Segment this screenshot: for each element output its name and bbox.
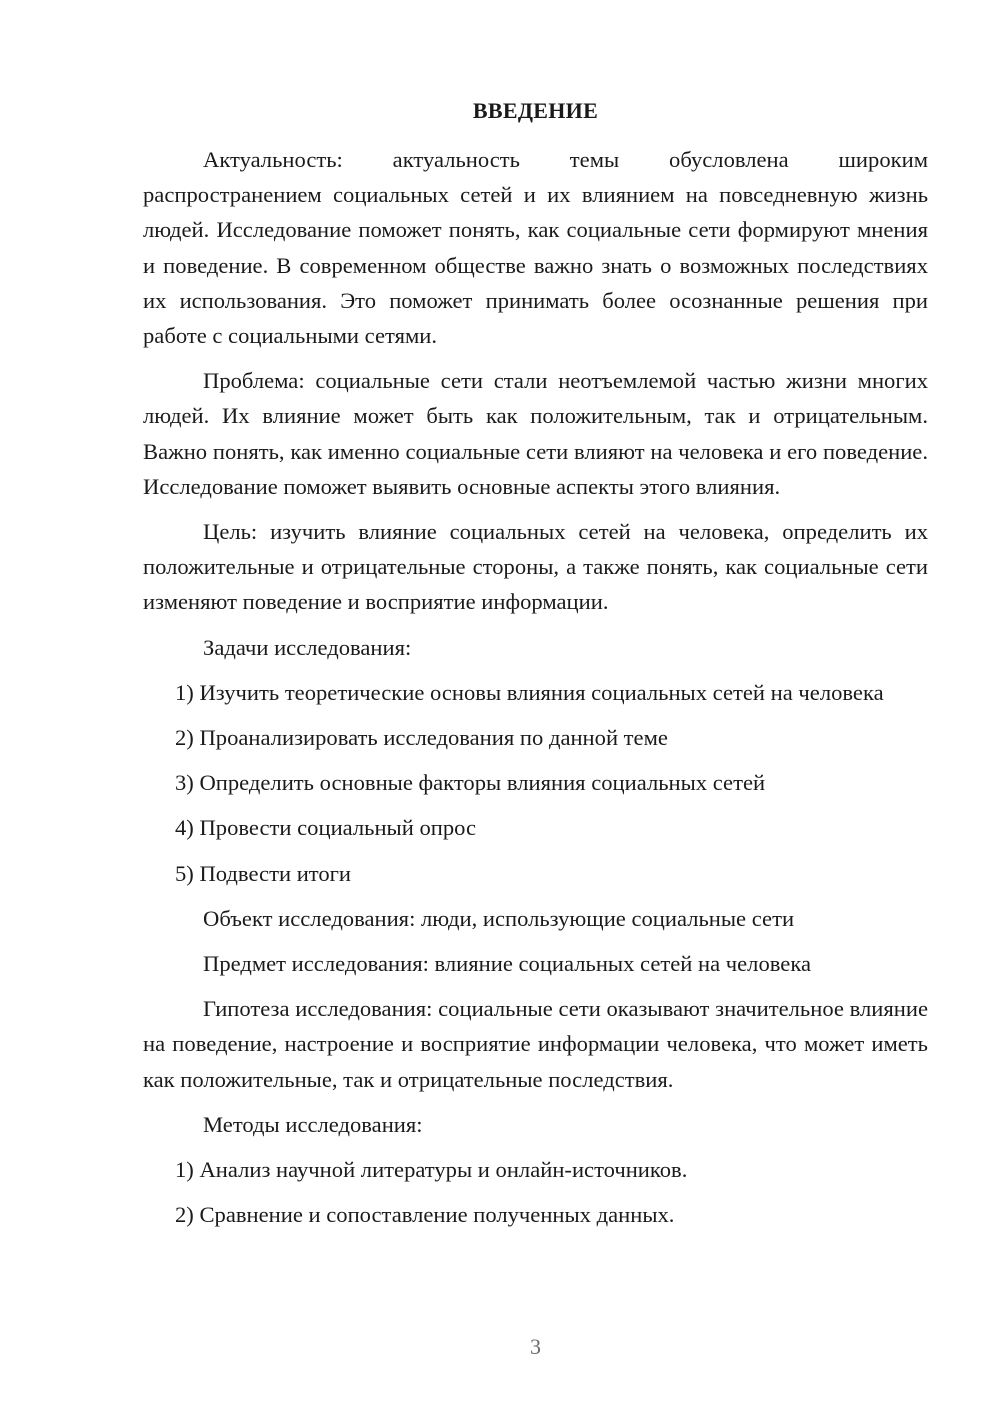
problem-paragraph: Проблема: социальные сети стали неотъемлемой частью жизни многих людей. Их влияние может быть как положительным, так и отрицательным. Важно понять, как именно социальные сети влияют на человека и его поведение. Исследование поможет выявить основные аспекты этого влияния. [143, 368, 928, 499]
methods-heading: Методы исследования: [203, 1111, 423, 1137]
hypothesis-paragraph: Гипотеза исследования: социальные сети оказывают значительное влияние на поведение, настроение и восприятие информации человека, что может иметь как положительные, так и отрицательные последствия. [143, 996, 928, 1092]
task-item-1: 1) Изучить теоретические основы влияния социальных сетей на человека [175, 679, 884, 705]
page-title: ВВЕДЕНИЕ [472, 98, 599, 123]
page-number: 3 [530, 1334, 541, 1359]
relevance-paragraph: Актуальность: актуальность темы обусловлена широким распространением социальных сетей и их влиянием на повседневную жизнь людей. Исследование поможет понять, как социальные сети формируют мнения и поведение. В современном обществе важно знать о возможных последствиях их использования. Это поможет принимать более осознанные решения при работе с социальными сетями. [143, 147, 928, 349]
task-item-4: 4) Провести социальный опрос [175, 815, 477, 841]
task-item-2: 2) Проанализировать исследования по данной теме [175, 725, 668, 751]
method-item-2: 2) Сравнение и сопоставление полученных данных. [175, 1202, 675, 1228]
goal-paragraph: Цель: изучить влияние социальных сетей на человека, определить их положительные и отрицательные стороны, а также понять, как социальные сети изменяют поведение и восприятие информации. [143, 519, 928, 615]
object-paragraph: Объект исследования: люди, использующие социальные сети [203, 905, 795, 931]
body-text [143, 142, 928, 1232]
task-item-3: 3) Определить основные факторы влияния социальных сетей [175, 770, 766, 796]
subject-paragraph: Предмет исследования: влияние социальных сетей на человека [203, 951, 811, 977]
method-item-1: 1) Анализ научной литературы и онлайн-источников. [175, 1157, 688, 1183]
tasks-heading: Задачи исследования: [203, 634, 412, 660]
task-item-5: 5) Подвести итоги [175, 860, 352, 886]
document-page [143, 0, 928, 1414]
